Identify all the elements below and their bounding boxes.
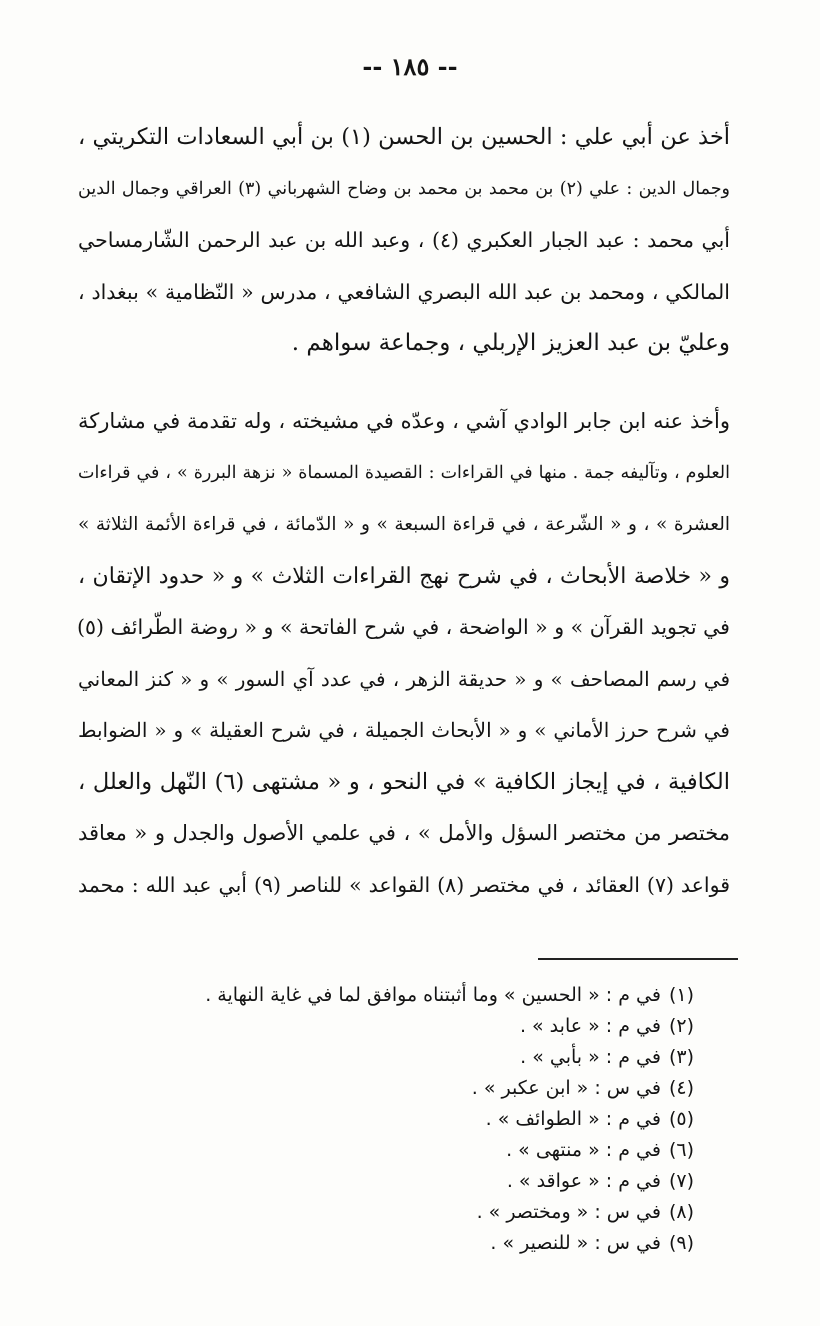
text-line: وجمال الدين : علي (٢) بن محمد بن محمد بن وضاح الشهرباني (٣) العراقي وجمال الدين bbox=[78, 178, 730, 199]
footnote-divider bbox=[538, 958, 738, 960]
footnote-text: في م : « الحسين » وما أثبتناه موافق لما في غاية النهاية . bbox=[205, 984, 661, 1006]
footnote-text: في م : « منتهى » . bbox=[506, 1139, 661, 1161]
text-line: المالكي ، ومحمد بن عبد الله البصري الشافعي ، مدرس « النّظامية » ببغداد ، bbox=[78, 279, 730, 304]
footnote-number: (٢) bbox=[668, 1015, 694, 1037]
footnote bbox=[100, 1135, 694, 1166]
text-line: و « خلاصة الأبحاث ، في شرح نهج القراءات الثلاث » و « حدود الإتقان ، bbox=[78, 563, 730, 589]
footnote-text: في س : « للنصير » . bbox=[490, 1232, 661, 1254]
text-line: في شرح حرز الأماني » و « الأبحاث الجميلة ، في شرح العقيلة » و « الضوابط bbox=[78, 718, 730, 742]
text-line: وعليّ بن عبد العزيز الإربلي ، وجماعة سواهم . bbox=[291, 330, 730, 356]
footnote-text: في س : « ومختصر » . bbox=[476, 1201, 661, 1223]
footnotes bbox=[100, 980, 694, 1259]
footnote bbox=[100, 980, 694, 1011]
text-line: الكافية ، في إيجاز الكافية » في النحو ، و « مشتهى (٦) النّهل والعلل ، bbox=[78, 768, 730, 795]
footnote-number: (٨) bbox=[668, 1201, 694, 1223]
footnote-number: (٥) bbox=[668, 1108, 694, 1130]
footnote-number: (٦) bbox=[668, 1139, 694, 1161]
footnote-number: (١) bbox=[668, 984, 694, 1006]
footnote-number: (٧) bbox=[668, 1170, 694, 1192]
footnote-number: (٣) bbox=[668, 1046, 694, 1068]
text-line: أخذ عن أبي علي : الحسين بن الحسن (١) بن أبي السعادات التكريتي ، bbox=[78, 124, 731, 150]
footnote bbox=[100, 1011, 694, 1042]
footnote-text: في س : « ابن عكبر » . bbox=[471, 1077, 661, 1099]
footnote bbox=[100, 1166, 694, 1197]
footnote bbox=[100, 1073, 694, 1104]
footnote bbox=[100, 1042, 694, 1073]
text-line: قواعد (٧) العقائد ، في مختصر (٨) القواعد » للناصر (٩) أبي عبد الله : محمد bbox=[78, 872, 730, 897]
paragraph-2 bbox=[78, 396, 730, 911]
text-line: العلوم ، وتآليفه جمة . منها في القراءات : القصيدة المسماة « نزهة البررة » ، في قراءات bbox=[78, 462, 730, 483]
footnote bbox=[100, 1228, 694, 1259]
footnote-text: في م : « بأبي » . bbox=[520, 1046, 661, 1068]
footnote-text: في م : « عواقد » . bbox=[506, 1170, 661, 1192]
footnote-number: (٩) bbox=[668, 1232, 694, 1254]
text-line: أبي محمد : عبد الجبار العكبري (٤) ، وعبد الله بن عبد الرحمن الشّارمساحي bbox=[78, 228, 731, 252]
page-number: -- ١٨٥ -- bbox=[362, 52, 458, 81]
text-line: العشرة » ، و « الشّرعة ، في قراءة السبعة » و « الدّمائة ، في قراءة الأئمة الثلاثة » bbox=[78, 514, 730, 535]
footnote-text: في م : « الطوائف » . bbox=[485, 1108, 661, 1130]
footnote-text: في م : « عابد » . bbox=[519, 1015, 661, 1037]
paragraph-1 bbox=[78, 112, 730, 370]
footnote bbox=[100, 1197, 694, 1228]
text-line: مختصر من مختصر السؤل والأمل » ، في علمي الأصول والجدل و « معاقد bbox=[78, 821, 730, 845]
footnote bbox=[100, 1104, 694, 1135]
text-line: في رسم المصاحف » و « حديقة الزهر ، في عدد آي السور » و « كنز المعاني bbox=[78, 666, 730, 691]
footnote-number: (٤) bbox=[668, 1077, 694, 1099]
text-line: وأخذ عنه ابن جابر الوادي آشي ، وعدّه في مشيخته ، وله تقدمة في مشاركة bbox=[78, 409, 730, 433]
text-line: في تجويد القرآن » و « الواضحة ، في شرح الفاتحة » و « روضة الطّرائف (٥) bbox=[77, 615, 730, 639]
